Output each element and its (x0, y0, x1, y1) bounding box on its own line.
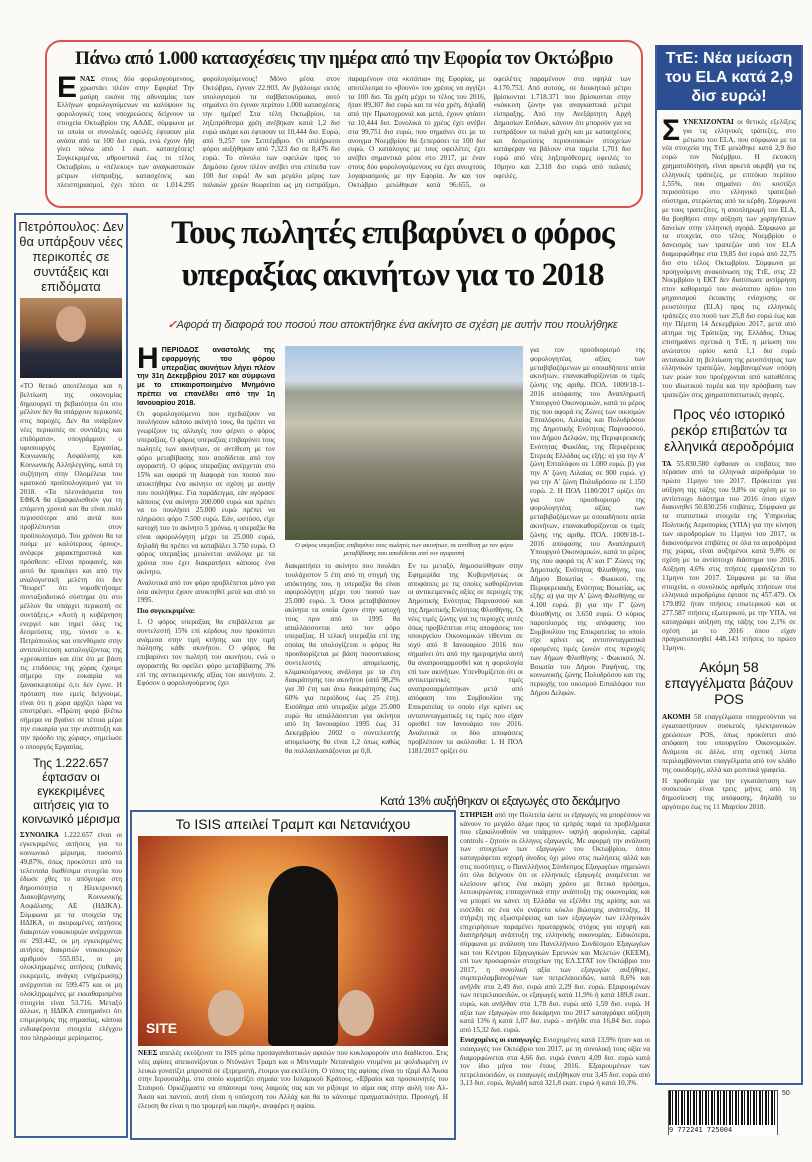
lead-bold: ΝΕΕΣ (138, 1049, 158, 1057)
subtitle-text: Αφορά τη διαφορά του ποσού που αποκτήθηκε ένα ακίνητο σε σχέση με αυτήν που πουλήθηκε (176, 319, 618, 331)
petropoulos-photo (20, 298, 122, 378)
body-text: Αναλυτικά από τον φόρο προβλέπεται μόνο για όσα ακίνητα έχουν αποκτηθεί μετά και από το 1995. (137, 578, 275, 605)
drop-cap: Σ (662, 114, 681, 147)
top-story (45, 40, 643, 208)
top-story-body (57, 71, 631, 189)
subhead: Ενισχυμένες οι εισαγωγές: (460, 1036, 542, 1045)
body-text: οι θετικές εξελίξεις για τις ελληνικές τράπεζες, στο μέτωπο του ELA, που σύμφωνα με τα νέα στοιχεία της ΤτΕ μειώθηκε κατά 2,9 δισ ευρώ τον Νοέμβριο. Η έκτακτη χρηματοδότηση, είναι αρκετά ακριβή για τις ελληνικές τράπεζες, με επιτόκιο περίπου 1,55%, που σημαίνει ότι κοστίζει περισσότερο στο ελληνικό τραπεζικό σύστημα, στερώντας από τα κέρδη. Σύμφωνα με τους τραπεζίτες, η αποπληρωμή του ELA, θα βοηθήσει στην αύξηση των χορηγήσεων δανείων στην ελληνική αγορά. Σύμφωνα με τα στοιχεία, στο τέλος Νοεμβρίου ο δανεισμός των τραπεζών από τον ELA διαμορφώθηκε στα 19,85 δισ ευρώ από 22,75 δισ στο τέλος Οκτωβρίου. Σύμφωνα με προηγούμενη ανακοίνωση της ΤτΕ, στις 22 Νοεμβρίου η ΕΚΤ δεν διατύπωσε αντίρρηση στον καθορισμό του ανώτατου ορίου του μηχανισμού έκτακτης ενίσχυσης σε ρευστότητα (ELA) προς τις ελληνικές τράπεζες στο ποσό των 25,8 δισ ευρώ έως και την Πέμπτη 14 Δεκεμβρίου 2017, μετά από αίτημα της Τράπεζας της Ελλάδος. Όπως επισημαίνει σχετικά η ΤτΕ, η μείωση του ανώτατου ορίου κατά 1,1 δισ ευρώ αντανακλά τη βελτίωση της ρευστότητας των ελληνικών τραπεζών, λαμβανομένων υπόψη των ροών που προέρχονται από καταθέσεις του ιδιωτικού τομέα και την πρόσβαση των τραπεζών στις χρηματοπιστωτικές αγορές. (662, 118, 797, 399)
main-col-1 (137, 342, 275, 690)
drop-cap: Η (137, 342, 159, 375)
face (208, 990, 244, 1036)
body-text: 1.222.657 είναι οι εγκεκριμένες αιτήσεις για το κοινωνικό μέρισμα, ποσοστό 49,87%, όπως προκύπτει από τα τελευταία διαθέσιμα στοιχεία που έδωσε χθες το απόγευμα στη δημοσιότητα η Ηλεκτρονική Διακυβέρνησης Κοινωνικής Ασφάλισης ΑΕ (ΗΔΙΚΑ). Σύμφωνα με τα στοιχεία της ΗΔΙΚΑ, οι ακυρωμένες αιτήσεις διακριτών νοικοκυριών ανέρχονται σε 293.442, οι μη εγκεκριμένες αιτήσεις διακριτών νοικοκυριών αριθμούν 555.051, οι μη ολοκληρωμένες αιτήσεις (πιθανές εκκρεμείς, ανάγκη ενημέρωσης) ανέρχονται σε 599.475 και οι μη ολοκληρωμένες με εκκαθαρισμένα στοιχεία είναι 53.716. Μεταξύ άλλων, η ΗΔΙΚΑ επισημαίνει ότι επιμερισμός της σημασίας, κάποια ενδιαφέροντα στοιχεία ελέγχου που πληρώσαμε μερίσματος. (20, 831, 122, 1042)
right-sidebar (655, 45, 803, 1085)
social-dividend-title: Της 1.222.657 έφτασαν οι εγκεκριμένες αιτήσεις για το κοινωνικό μέρισμα (21, 756, 121, 827)
petropoulos-body: «ΤΟ θετικό αποτέλεσμα και η βελτίωση της οικονομίας δημιουργεί τη βεβαιότητα ότι στο μέλλον δεν θα υπάρχουν περικοπές στις παροχές. Δεν θα υπάρξουν νέες περικοπές σε συντάξεις και επιδόματα», υπογράμμισε ο υφυπουργός Εργασίας, Κοινωνικής Ασφάλισης και Κοινωνικής Αλληλεγγύης, κατά τη συζήτηση στην Ολομέλεια του κρατικού προϋπολογισμού για το 2018. «Τα πλεονάσματα του ΕΦΚΑ θα εξασφαλισθούν για τη επόμενη χρονιά και θα είναι πολύ περισσότερα από αυτά που προβλέπονται στον προϋπολογισμό. Του χρόνου θα τα πούμε με καλύτερους όρους», ανέφερε χαρακτηριστικά και πρόσθεσε: «Είναι προφανές, και αυτό θα προκύψει και από την αναλογιστική μελέτη ότι δεν "θεωρεί" ότι νομοθετήσαμε συνταξιοδοτικό σύστημα ότι στο μέλλον θα υπάρχει περικοπή σε συντάξεις.» «Αυτή η κυβέρνηση ενεργεί και τηρεί όλες τις δεσμεύσεις της, τόνισε ο κ. Πετρόπουλος και υπενθύμισε στην αντιπολίτευση καταλογίζοντας της «χρεοκοπία» και είπε ότι με βάση τις επιδόσεις της χώρας έχουμε σήμερα την ευκαιρία να ξανασκεφτούμε ό,τι δεν έγινε. Η πρόταση που εμείς δείχνουμε, είναι ότι η χώρα αρχίζει τώρα να επιστρέφει. «Πρώτη φορά βλέπω σήμερα να βγαίνει σε τέτοια μέρα την ευκαιρία για την ανάπτυξη και την πρόοδο της χώρας», σημείωσε ο υπουργός Εργασίας. (20, 382, 122, 751)
petropoulos-title: Πετρόπουλος: Δεν θα υπάρξουν νέες περικοπές σε συντάξεις και επιδόματα (18, 219, 124, 294)
issue-number: 50 (782, 1090, 790, 1097)
lead-bold: ΤΑ (662, 459, 672, 468)
main-headline (140, 212, 645, 296)
main-col-2-3 (285, 562, 523, 758)
body-text: Εν τω μεταξύ, δημοσιεύθηκαν στην Εφημερίδα της Κυβερνήσεως οι αποφάσεις με τις οποίες καθορίζονται οι αντικειμενικές αξίες σε περιοχές της Δημοτικής Ενότητας Παρνασσού και της Δημοτικής Ενότητας Φλισθήνης. Οι νέες τιμές ζώνης για τις περιοχές αυτές όπως προβλέπεται στις αποφάσεις του υπουργείου Οικονομικών τίθενται σε ισχύ από 8 Ιανουαρίου 2016 που σημαίνει ότι από την ημερομηνία αυτή θα αναπροσαρμοσθεί και η φορολογία επί των ακινήτων. Υπενθυμίζεται ότι οι αντικειμενικές τιμές αναπροσαρμόστηκαν μετά από απόφαση του Συμβουλίου της Επικρατείας το οποίο είχε κρίνει ως αντισυνταγματικές τις τιμές που είχαν ορισθεί τον Ιανουάριο του 2016. Αναλυτικά οι δύο αποφάσεις προβλέπουν τα ακόλουθα: 1. Η ΠΟΛ 1181/2017 ορίζει ότι (408, 562, 523, 755)
lead-bold: ΣΤΗΡΙΞΗ (460, 811, 493, 819)
ela-body (662, 114, 797, 400)
barcode (668, 1090, 778, 1135)
isis-title: Το ISIS απειλεί Τραμπ και Νετανιάχου (175, 816, 411, 832)
face (338, 990, 374, 1036)
headline-line-2: υπεραξίας ακινήτων για το 2018 (181, 257, 604, 293)
main-col-4: για τον προσδιορισμό της φορολογητέας αξίας των μεταβιβαζόμενων με οποιαδήποτε αιτία ακινήτων, επανακαθορίζονται οι τιμές ζώνης της αριθμ. ΠΟΛ. 1009/18-1-2016 απόφασης του Αναπληρωτή Υπουργού Οικονομικών, κατά το μέρος της που αφορά τις Ζώνες των οικισμών Επταλόφου, Λιλαίας και Πολυδρόσου της Δημοτικής Ενότητας Παρνασσού, του Δήμου Δελφών, της Περιφερειακής Ενότητας Φωκίδας, της Περιφέρειας Στερεάς Ελλάδας ως εξής: α) για την Α' ζώνη Επταλόφου σε 1.000 ευρώ. β) για την Α' ζώνη Λιλαίας σε 900 ευρώ. γ) για την Α' ζώνη Πολυδρόσου σε 1.150 ευρώ. 2. Η ΠΟΛ 1180/2017 ορίζει ότι για τον προσδιορισμό της φορολογητέας αξίας των μεταβιβαζόμενων με οποιαδήποτε αιτία ακινήτων, επανακαθορίζονται οι τιμές ζώνης της αριθμ. ΠΟΛ. 1009/18-1-2016 απόφασης του Αναπληρωτή Υπουργού Οικονομικών, κατά το μέρος της που αφορά τις Α' και Γ' Ζώνες της Δημοτικής Ενότητας Φλισθήνης, του Δήμου Βοιωτίας - Φωκικού, της Περιφερειακής Ενότητας Βοιωτίας, ως εξής: α) για την Α' ζώνη Φλισθήνης σε 4.100 ευρώ. β) για την Γ' ζώνη Φλισθήνης σε 3.650 ευρώ. Ο κύριος παροπλισμός της απόφασης του Συμβουλίου της Επικρατείας το οποίο είχε κρίνει ως αντισυνταγματικά ορισμένες τιμές ζωνών στις περιοχές των δήμων Φλισθήνης - Φωκικού, Ν. Βοιωτία του Δήμου Ραφήνας, της κοινωνικής ζώνης Πολυδρόσου και της περιοχής του οικισμού Επταλόφου του Δήμου Δελφών. (530, 346, 645, 698)
isis-body (138, 1049, 448, 1111)
body-text: Η προθεσμία για την εγκατάσταση των συσκευών είναι τρεις μήνες από τη δημοσίευση της απόφασης, δηλαδή το αργότερο έως τις 11 Μαρτίου 2018. (662, 776, 796, 811)
airports-body (662, 460, 796, 654)
body-text: Ενισχυμένες κατά 13,9% ήταν και οι εισαγωγές τον Οκτώβριο του 2017, με τη συνολική τους αξία να διαμορφώνεται στα 4,66 δισ. ευρώ έναντι 4,09 δισ. ευρώ κατά τον ίδιο μήνα του έτους 2016. Εξαιρουμένων των πετρελαιοειδών, οι εισαγωγές αυξήθηκαν στα 3,45 δισ. ευρώ από 3,13 δισ. ευρώ, δηλαδή κατά 321,8 εκατ. ευρώ ή κατά 10,3%. (460, 1036, 651, 1088)
body-text: διακρατήσει το ακίνητο που πουλάει τουλάχιστον 5 έτη από τη στιγμή της απόκτησης του, η υπεραξία θα είναι αφορολόγητη μέχρι του ποσού των 25.000 ευρώ. 3. Όσοι μεταβιβάσουν ακίνητα τα οποία έχουν στην κατοχή τους πριν από το 1995 θα απαλλάσσονται από τον φόρο υπεραξίας. Η τελική υπεραξία επί της οποίας θα υπολογίζεται ο φόρος θα προσδιορίζεται με βάση ποσοστιαίους συντελεστές απομείωσης, κλιμακούμενους ανάλογα με τα έτη διακράτησης του ακινήτου (από 98,2% για 30 έτη και άνω διακράτησης έως 60% για περιόδους έως 25 έτη). Εισόδημα από υπεραξία μέχρι 25.000 ευρώ θα απαλλάσσεται για ακίνητα από 1η Ιανουαρίου 1995 έως 31 Δεκεμβρίου 2002 ο συντελεστής απομείωσης θα είναι 1,2 όπως καθώς θα πολλαπλασιάζονται με 0,8. (285, 562, 400, 755)
body-text: 55.830.580 έφθασαν οι επιβάτες που πέρασαν από τα ελληνικά αεροδρόμια το πρώτο 11μηνο του 2017. Πρόκειται για αύξηση της τάξης του 9,8% σε σχέση με το αντίστοιχο διάστημα του 2016 όπου είχαν διακινηθεί 50.830.256 επιβάτες. Σύμφωνα με τα στατιστικά στοιχεία της Υπηρεσίας Πολιτικής Αεροπορίας (ΥΠΑ) για την κίνηση των αεροδρομίων το 11μηνο του 2017, οι διακινούμενοι επιβάτες σε όλα τα αεροδρόμια της χώρας, είναι αυξημένοι κατά 9,8% σε σχέση με το αντίστοιχο διάστημα του 2016. Αύξηση 4,6% στις πτήσεις εμφανίζεται το 11μηνο του 2017. Σύμφωνα με τα ίδια στοιχεία, ο συνολικός αριθμός πτήσεων στα ελληνικά αεροδρόμια έφτασε τις 457.479. Οι 179.892 ήταν πτήσεις εσωτερικού και οι 277.587 πτήσεις εξωτερικού, με την ΥΠΑ, να καταγράφει αύξηση της τάξης του 2,1% σε σχέση με το 2016 όπου είχαν πραγματοποιηθεί 448.143 πτήσεις το πρώτο 11μηνο. (662, 459, 796, 653)
isis-story (130, 810, 456, 1140)
lead-bold: ΝΑΣ (80, 75, 96, 83)
pos-title: Ακόμη 58 επαγγέλματα βάζουν POS (664, 659, 794, 708)
body-text: απειλές εκτόξευσε το ISIS μέσω προπαγανδιστικών αφισών που κυκλοφορούν στο διαδίκτυο. Στις νέες αφίσες απεικονίζονται ο Ντόναλντ Τραμπ και ο Μπενιαμίν Νετανιάχου ντυμένοι με φολιδωμένη εν λευκώ γονατίζει μπροστά σε εξτρεμιστή, έτοιμοι για εκτέλεση. Ο τόπος της αφίσας είναι το τζαμί Αλ Άκσα στην Ιερουσαλήμ, στο οποίο κυματίζει σημαία του Ισλαμικού Κράτους. «Εβραίοι και προσκυνητές του Σταυρού. Ορκιζόμαστε να σπάσουμε τους λαιμούς σας και να ρίξουμε το αίμα σας στην αυλή του Αλ-Άκσα και παντού, αυτή είναι η υπόσχεση του Αλλάχ και θα το κάνουμε πραγματικότητα. Προσοχή. Η έλευση θα είναι η πιο τρομερή και πικρή», αναφέρει η αφίσα. (138, 1049, 449, 1110)
body-text: Οι φορολογούμενοι που σχεδιάζουν να πουλήσουν κάποιο ακίνητό τους, θα πρέπει να γνωρίζουν τις αλλαγές που φέρνει ο φόρος υπεραξίας. Ο φόρος υπεραξίας επιβαρύνει τους πωλητές των ακινήτων, σε αντίθεση με τον φόρο μεταβίβασης που αποδίδεται από τον αγοραστή. Ο φόρος υπεραξίας ανέρχεται στο 15% και αφορά τη διαφορά του ποσού που αποκτήθηκε ένα ακίνητο σε σχέση με αυτήν που πουλήθηκε. Για παράδειγμα, εάν αγόρασε κάποιος ένα ακίνητο 200.000 ευρώ και πρέπει να το πουλήσει 25.000 ευρώ πρέπει να πληρώσει φόρο 7.500 ευρώ. Εάν, ωστόσο, είχε κατοχή του το ακίνητο 5 χρόνια, η υπεραξία θα είναι αφορολόγητη μέχρι τα 25.000 ευρώ, δηλαδή θα πρέπει να καταβάλει 3.750 ευρώ. Ο φόρος υπεραξίας μειώνεται ανάλογα με τα χρόνια που έχει διακρατήσει κάποιος ένα ακίνητο. (137, 409, 275, 576)
body-text: 58 επαγγέλματα υποχρεούνται να εγκαταστήσουν συσκευές ηλεκτρονικών χρεώσεων POS, όπως προκύπτει από απόφαση του υπουργείου Οικονομικών. Ανάμεσα σε άλλα, στη σχετική λίστα περιλαμβάνονται επαγγέλματα από τον κλάδο της οικοδομής, αλλά και μεσιτικά γραφεία. (662, 713, 796, 774)
isis-poster-image (138, 836, 448, 1046)
check-icon: ✓ (167, 319, 177, 331)
militant-figure (268, 866, 338, 1046)
body-text: στους δύο φορολογούμενους, χρωστάει πλέον στην Εφορία! Την μαύρη εικόνα της αδυναμίας των Ελλήνων φορολογούμενων να καλύψουν τις φορολογικές τους υποχρεώσεις δείχνουν τα στοιχεία Οκτωβρίου της ΑΑΔΕ, σύμφωνα με τα οποία οι συνολικές οφειλές έφτασαν μία ανάσα από τα 100 δισ ευρώ, ενώ έχουν ήδη γίνει πάνω από 1 εκατ. κατασχέσεις! Συγκεκριμένα, αθροιστικά έως το τέλος Οκτωβρίου, ο «πέλεκυς» των αναγκαστικών μέτρων είσπραξης, κατασχέσεις και πλειστηριασμοί, έχει πέσει σε 1.014.295 φορολογούμενους! Μόνο μέσα στον Οκτώβριο, έγιναν 22.903. Αν βγάλουμε εκτός υπολογισμού τα σαββατοκύριακα, αυτό σημαίνει ότι έγιναν περίπου 1.000 κατασχέσεις την ημέρα! Στα τέλη Οκτωβρίου, τα ληξιπρόθεσμα χρέη ανέβηκαν κατά 1,2 δισ ευρώ ακόμα και έφτασαν τα 10,444 δισ. Ευρώ, από 9,257 τον Σεπτέμβριο. Οι απλήρωτοι φόροι αυξήθηκαν από 7,323 δισ σε 8,476 δισ ευρώ. Το σύνολο των οφειλών προς το Δημόσιο έχουν πλέον ανέβει στα επίπεδα των 100 δισ ευρώ! Αν και μεγάλο μέρος των παλαιών χρεών θεωρείται ως μη εισπράξιμο, παραμένουν στα «κιτάπια» της Εφορίας, με αποτέλεσμα το «βουνό» του χρέους να αγγίζει τα 100 δισ. Τα χρέη μέχρι το τέλος του 2016, ήταν 89,307 δισ ευρώ και τα νέα χρέη, δηλαδή από την Πρωτοχρονιά και μετά, έχουν φτάσει τα 10,444 δισ. Συνολικά το χρέος έχει ανέβει στα 99,751 δισ ευρώ, που σημαίνει ότι με το ανοιγμα Νοεμβρίου θα ξεπεράσει τα 100 δισ ευρώ. Ο κατάλογος με τους οφειλέτες έχει ανέβει σημαντικά μέσα στο 2017, με έναν στους δύο φορολογούμενους να έχει ανοιχτούς λογαριασμούς με την Εφορία. Αν και τον Οκτώβριο μειώθηκαν κατά 96.655, οι οφειλέτες παραμένουν στα υψηλά των 4.170.753. Από αυτούς, σε διοικητικό μέτρο βρίσκονται 1.718.371 που βρίσκονται στην «κόκκινη ζώνη» για αναγκαστικά μέτρα είσπραξης. Από την Ανεξάρτητη Αρχή Δημοσίων Εσόδων, κάνουν ότι μπορούν για να εισπράξουν τα παλιά χρέη και με κατασχέσεις και δεσμεύσεις περιουσιακών στοιχείων κατάφεραν να βάλουν στα ταμεία 1,701 δισ ευρώ από νέες ληξιπρόθεσμες οφειλές το 10μηνο και 2,318 δισ ευρώ από παλαιές οφειλές. (57, 75, 631, 189)
top-story-title: Πάνω από 1.000 κατασχέσεις την ημέρα από την Εφορία τον Οκτώβριο (75, 48, 613, 69)
lead-text: ΠΕΡΙΟΔΟΣ αναστολής της εφαρμογής του φόρου υπεραξίας ακινήτων λήγει πλέον την 31η Δεκεμβρίου 2017 και σύμφωνα με το επικαιροποιημένο Μνημόνιο πρέπει να επανέλθει από την 1η Ιανουαρίου 2018. (137, 345, 275, 407)
lead-bold: ΣΥΝΟΛΙΚΑ (20, 831, 59, 840)
subhead: Πιο συγκεκριμένα: (137, 607, 196, 616)
site-watermark: SITE (146, 1020, 178, 1036)
exports-title: Κατά 13% αυξήθηκαν οι εξαγωγές στο δεκάμηνο (380, 794, 620, 808)
social-dividend-body (16, 831, 126, 1042)
barcode-number: 9 772241 725004 (669, 1125, 777, 1135)
left-sidebar-story (14, 213, 128, 1138)
exports-body (460, 811, 650, 1090)
pos-body (662, 713, 796, 812)
ela-title: ΤτΕ: Νέα μείωση του ELA κατά 2,9 δισ ευρώ! (657, 45, 801, 110)
photo-caption: Ο φόρος υπεραξίας επιβαρύνει τους πωλητές των ακινήτων, σε αντίθεση με τον φόρο μεταβίβασης που αποδίδεται από τον αγοραστή (295, 542, 513, 557)
body-text: από την Πολιτεία ώστε οι εξαγωγές να μπορέσουν να κάνουν το μεγάλο άλμα προς τα εμπρός παρά τα προβλήματα που εξακολουθούν να υπάρχουν- υψηλή φορολογία, capital controls - ζητούν οι έλληνες εξαγωγείς. Με αφορμή την ανάλυση των στοιχείων των εξαγωγών του Οκτωβρίου, όπου καταγράφεται ισχυρή άνοδος όχι μόνο στις πωλήσεις αλλά και στις ποσότητες, ο Πανελλήνιος Σύνδεσμος Εξαγωγέων σημειώνει ότι όλα δείχνουν ότι οι ελληνικές εξαγωγές αναμένεται να κλείσουν φέτος ένα ακόμη χρόνο με θετικό πρόσημο, λειτουργώντας επιταχυντικά στην ανάπτυξη της οικονομίας και να μπορεί να κάνει τη Ελλάδα να εξέλθει της κρίσης και να εισέλθει σε ένα νέο ενάρετο κύκλο βιώσιμης ανάπτυξης. Η στήριξη της εξωστρέφειας και των εξαγωγών των ελληνικών επιχειρήσεων παραμένει πρωταρχικός στόχος για ισχυρή και διατηρήσιμη ανάπτυξη της ελληνικής οικονομίας. Ειδικότερα, σύμφωνα με ανάλυση του Πανελλήνιου Συνδέσμου Εξαγωγέων και του Κέντρου Εξαγωγικών Ερευνών και Μελετών (ΚΕΕΜ), επί των προσωρινών στοιχείων της ΕΛ.ΣΤΑΤ τον Οκτώβριο του 2017, η συνολική αξία των εξαγωγών αυξήθηκε, συμπεριλαμβανομένων των πετρελαιοειδών, κατά 8,6% και ανήλθε στα 2,49 δισ. ευρώ από 2,29 δισ. ευρώ. Εξαιρουμένων των πετρελαιοειδών, οι εξαγωγές κατά 11,9% ή κατά 189,8 εκατ. ευρώ, και ανήλθαν στα 1,78 δισ. ευρώ από 1,59 δισ. ευρώ. Η αξία των εξαγωγών στο δεκάμηνο του 2017 καταγράφει αύξηση κατά 13% ή κατά 1,07 δισ. ευρώ - ανήλθε στα 16,84 δισ. ευρώ από 15,32 δισ. ευρώ. (460, 811, 650, 1034)
lead-bold: ΑΚΟΜΗ (662, 713, 691, 722)
lead-bold: ΥΝΕΧΙΖΟΝΤΑΙ (683, 118, 734, 126)
headline-line-1: Τους πωλητές επιβαρύνει ο φόρος (171, 215, 614, 251)
drop-cap: Ε (57, 71, 78, 104)
athens-buildings-photo (285, 346, 523, 540)
body-text: 1. Ο φόρος υπεραξίας θα επιβάλλεται με συντελεστή 15% επί κέρδους που προκύπτει ανάμεσα στην τιμή κτήσης και την τιμή πώλησης κάθε ακινήτου. Ο φόρος θα επιβαρύνει τον πωλητή του ακινήτου, ενώ ο αγοραστής θα οφείλει φόρο μεταβίβασης 3% επί της αντικειμενικής αξίας του ακινήτου. 2. Εφόσον ο φορολογούμενος έχει (137, 617, 275, 688)
main-subtitle (140, 318, 645, 331)
airports-title: Προς νέο ιστορικό ρεκόρ επιβατών τα ελληνικά αεροδρόμια (664, 405, 794, 454)
